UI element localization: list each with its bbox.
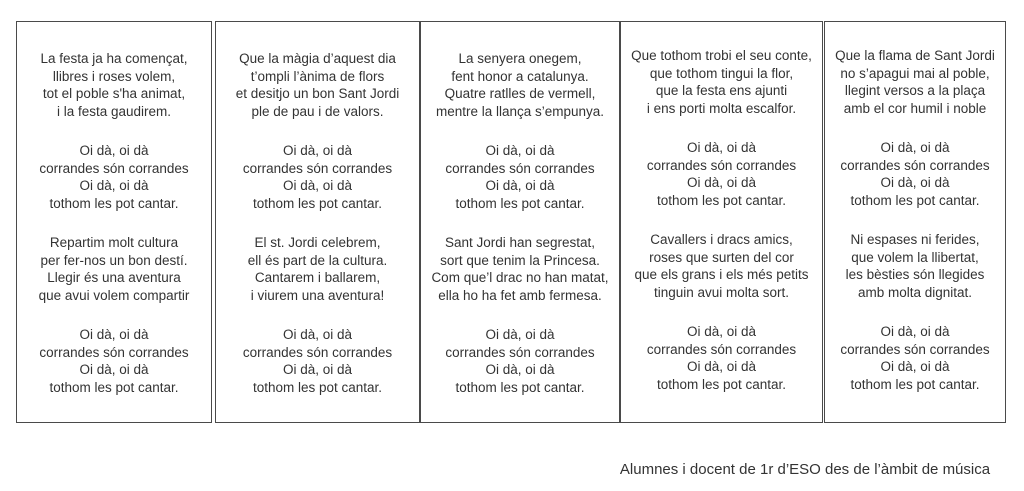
verse-line: Cavallers i dracs amics, [650, 232, 793, 247]
verse-line: ple de pau i de valors. [251, 103, 384, 119]
verse-line: Oi dà, oi dà [686, 140, 757, 155]
verse-line: ell és part de la cultura. [247, 252, 388, 268]
verse-line: Oi dà, oi dà [485, 327, 555, 342]
verse-line: mentre la llança s’empunya. [435, 103, 605, 119]
verse-stanza [825, 231, 1005, 301]
verse-line: corrandes són corrandes [445, 344, 595, 360]
verse-line: corrandes són corrandes [840, 341, 990, 357]
verse-line: Oi dà, oi dà [686, 324, 757, 339]
verse-line: amb molta dignitat. [857, 284, 973, 300]
chorus-stanza [17, 142, 211, 212]
verse-box [215, 21, 420, 423]
verse-line: tothom les pot cantar. [850, 192, 980, 208]
verse-line: i ens porti molta escalfor. [646, 100, 797, 116]
chorus-stanza [825, 323, 1005, 393]
verse-line: fent honor a catalunya. [451, 68, 589, 84]
verse-line: tinguin avui molta sort. [653, 284, 790, 300]
verse-line: Oi dà, oi dà [485, 178, 555, 193]
verse-line: Que la màgia d’aquest dia [239, 51, 396, 66]
verse-line: Oi dà, oi dà [686, 175, 757, 190]
verse-line: tot el poble s'ha animat, [42, 86, 186, 101]
verse-line: Oi dà, oi dà [282, 362, 353, 377]
verse-line: t’ompli l’ànima de flors [250, 68, 385, 84]
verse-line: Oi dà, oi dà [880, 324, 950, 339]
verse-line: llegint versos a la plaça [844, 83, 986, 98]
verse-line: tothom les pot cantar. [49, 195, 179, 211]
verse-line: roses que surten del cor [649, 249, 794, 265]
verse-line: corrandes són corrandes [646, 341, 797, 357]
verse-line: amb el cor humil i noble [843, 100, 987, 116]
verse-line: Oi dà, oi dà [880, 175, 950, 190]
verse-line: tothom les pot cantar. [656, 376, 787, 392]
verse-line: Oi dà, oi dà [79, 362, 149, 377]
verse-stanza [17, 50, 211, 120]
verse-line: tothom les pot cantar. [455, 379, 585, 395]
verse-line: Oi dà, oi dà [79, 143, 149, 158]
verse-line: per fer-nos un bon destí. [40, 252, 188, 268]
verse-line: Oi dà, oi dà [79, 327, 149, 342]
verse-line: La festa ja ha començat, [40, 51, 188, 66]
verse-line: La senyera onegem, [458, 51, 582, 66]
verse-line: que la festa ens ajunti [655, 83, 788, 98]
verse-line: Oi dà, oi dà [282, 143, 353, 158]
verse-line: Oi dà, oi dà [79, 178, 149, 193]
verse-line: tothom les pot cantar. [252, 195, 383, 211]
verse-line: que els grans i els més petits [634, 267, 809, 282]
chorus-stanza [17, 326, 211, 396]
verse-line: Llegir és una aventura [47, 270, 181, 285]
verse-stanza [421, 234, 619, 304]
verse-box [420, 21, 620, 423]
verse-line: Ni espases ni ferides, [850, 232, 980, 247]
verse-line: Oi dà, oi dà [686, 359, 757, 374]
verse-line: Quatre ratlles de vermell, [444, 86, 596, 101]
verse-line: Oi dà, oi dà [282, 178, 353, 193]
verse-line: Oi dà, oi dà [485, 362, 555, 377]
verse-line: que volem la llibertat, [851, 249, 979, 265]
verse-line: Oi dà, oi dà [485, 143, 555, 158]
verse-stanza [421, 50, 619, 120]
chorus-stanza [621, 139, 822, 209]
verse-line: Oi dà, oi dà [880, 140, 950, 155]
verse-box [16, 21, 212, 423]
verse-line: corrandes són corrandes [242, 344, 393, 360]
verse-line: Cantarem i ballarem, [254, 270, 381, 285]
chorus-stanza [216, 142, 419, 212]
verse-line: Oi dà, oi dà [282, 327, 353, 342]
chorus-stanza [216, 326, 419, 396]
credit-line: Alumnes i docent de 1r d’ESO des de l’àmbit de música [619, 461, 991, 478]
verse-line: Com que’l drac no han matat, [431, 270, 609, 285]
verse-line: tothom les pot cantar. [49, 379, 179, 395]
verse-line: Repartim molt cultura [49, 235, 179, 250]
verse-line: corrandes són corrandes [39, 160, 189, 176]
chorus-stanza [421, 326, 619, 396]
verse-line: sort que tenim la Princesa. [440, 252, 600, 268]
verse-line: tothom les pot cantar. [455, 195, 585, 211]
verse-stanza [216, 234, 419, 304]
verse-line: tothom les pot cantar. [850, 376, 980, 392]
verse-line: i la festa gaudirem. [56, 103, 172, 119]
verse-line: corrandes són corrandes [646, 157, 797, 173]
verse-line: llibres i roses volem, [52, 68, 176, 84]
verse-line: que tothom tingui la flor, [649, 65, 794, 81]
verse-line: corrandes són corrandes [445, 160, 595, 176]
chorus-stanza [825, 139, 1005, 209]
verse-line: Sant Jordi han segrestat, [444, 235, 596, 250]
verse-line: corrandes són corrandes [242, 160, 393, 176]
verse-line: tothom les pot cantar. [656, 192, 787, 208]
verse-stanza [621, 231, 822, 301]
verse-line: El st. Jordi celebrem, [254, 235, 381, 250]
verse-line: no s’apagui mai al poble, [840, 65, 990, 81]
verse-stanza [17, 234, 211, 304]
verse-line: et desitjo un bon Sant Jordi [235, 86, 400, 101]
verse-stanza [216, 50, 419, 120]
verse-line: que avui volem compartir [38, 287, 190, 303]
verse-line: ella ho ha fet amb fermesa. [438, 287, 602, 303]
verse-box [824, 21, 1006, 423]
verse-stanza [621, 47, 822, 117]
verse-line: tothom les pot cantar. [252, 379, 383, 395]
verse-line: i viurem una aventura! [250, 287, 385, 303]
verse-line: Que tothom trobi el seu conte, [631, 48, 812, 63]
chorus-stanza [421, 142, 619, 212]
verse-line: les bèsties són llegides [845, 267, 985, 282]
chorus-stanza [621, 323, 822, 393]
verse-stanza [825, 47, 1005, 117]
verse-line: corrandes són corrandes [39, 344, 189, 360]
verse-line: Que la flama de Sant Jordi [835, 48, 995, 63]
verse-line: Oi dà, oi dà [880, 359, 950, 374]
verse-line: corrandes són corrandes [840, 157, 990, 173]
verse-box [620, 21, 823, 423]
